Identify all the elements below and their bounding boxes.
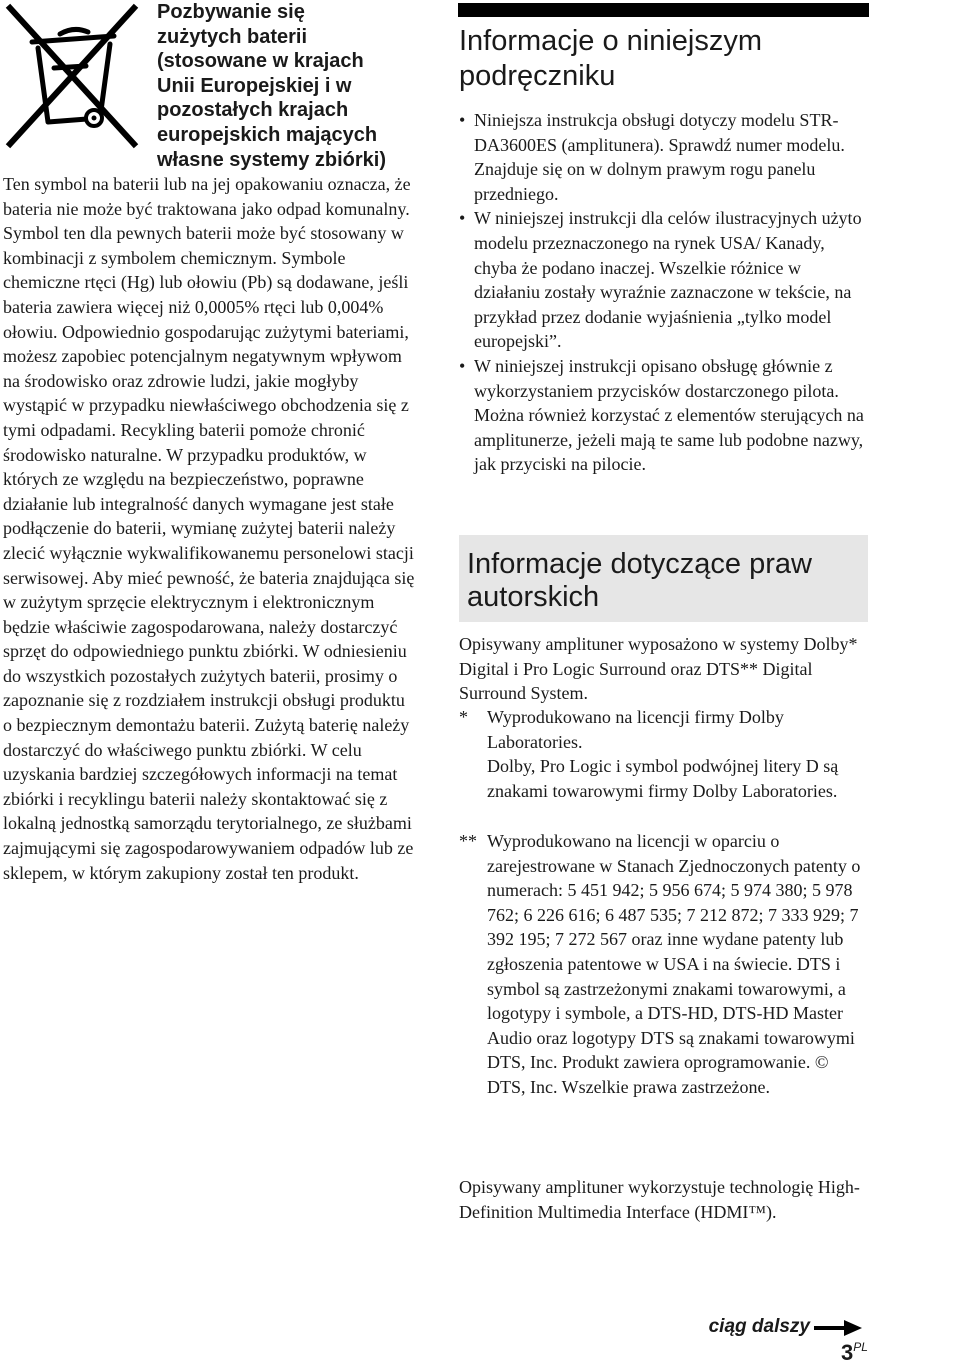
footnote-dolby — [459, 705, 869, 803]
hdmi-note: Opisywany amplituner wykorzystuje technologię High-Definition Multimedia Interface (HDMI™). — [459, 1177, 860, 1222]
heading-line: europejskich mających — [157, 123, 378, 146]
heading-line: Informacje o niniejszym — [459, 25, 762, 57]
body-paragraph: Ten symbol na baterii lub na jej opakowaniu oznacza, że bateria nie może być traktowana jako odpad komunalny. Symbol ten dla pewnych baterii może być stosowany w kombinacji z symbolem chemicznym. Symbole chemiczne rtęci (Hg) lub ołowiu (Pb) są dodawane, jeśli bateria zawiera więcej niż 0,0005% rtęci lub 0,004% ołowiu. Odpowiednio gospodarując zużytymi bateriami, możesz zapobiec potencjalnym negatywnym wpływom na środowisko oraz zdrowie ludzi, jakie mogłyby wystąpić w przypadku niewłaściwego obchodzenia się z tymi odpadami. Recykling baterii pomoże chronić środowisko naturalne. W przypadku produktów, w których ze względu na bezpieczeństwo, poprawne działanie lub integralność danych wymagane jest stałe podłączenie do baterii, wymianę zużytej baterii należy zlecić wyłącznie wykwalifikowanemu personelowi stacji serwisowej. Aby mieć pewność, że bateria znajdująca się w zużytym sprzęcie elektrycznym i elektronicznym będzie właściwie zagospodarowana, należy dostarczyć sprzęt do odpowiedniego punktu zbiórki. W odniesieniu do wszystkich pozostałych zużytych baterii, prosimy o zapoznanie się z rozdziałem instrukcji obsługi produktu o bezpiecznym demontażu baterii. Zużytą baterię należy dostarczyć do właściwego punktu zbiórki. W celu uzyskania bardziej szczegółowych informacji na temat zbiórki i recyklingu baterii należy skontaktować się z lokalną jednostką samorządu terytorialnego, ze służbami zajmującymi się zagospodarowywaniem odpadów lub ze sklepem, w którym zakupiony został ten produkt. — [3, 174, 415, 883]
list-item-text: Niniejsza instrukcja obsługi dotyczy modelu STR-DA3600ES (amplitunera). Sprawdź numer modelu. Znajduje się on w dolnym prawym rogu panelu przedniego. — [474, 110, 845, 204]
crossed-out-wheelie-bin-icon — [2, 2, 142, 150]
footnote-text: Wyprodukowano na licencji w oparciu o zarejestrowane w Stanach Zjednoczonych patenty o numerach: 5 451 942; 5 956 674; 5 974 380; 5 978 762; 6 226 616; 6 487 535; 7 212 872; 7 333 929; 7 392 195; 7 272 567 oraz inne wydane patenty lub zgłoszenia patentowe w USA i na świecie. DTS i symbol są zastrzeżonymi znakami towarowymi, a logotypy i symbole, a DTS-HD, DTS-HD Master Audio oraz logotypy DTS są znakami towarowymi DTS, Inc. Produkt zawiera oprogramowanie. © DTS, Inc. Wszelkie prawa zastrzeżone. — [487, 831, 861, 1097]
battery-disposal-body — [3, 172, 415, 885]
bullet-icon: • — [459, 110, 466, 130]
bullet-icon: • — [459, 208, 466, 229]
list-item-text: W niniejszej instrukcji opisano obsługę głównie z wykorzystaniem przycisków dostarczonego pilota. Można również korzystać z elementów sterujących na amplitunerze, jeżeli mają te same lub podobne nazwy, jak przyciski na pilocie. — [474, 355, 864, 475]
continued-label: ciąg dalszy — [708, 1316, 810, 1337]
footnote-text: Wyprodukowano na licencji firmy Dolby Laboratories. — [487, 707, 784, 752]
battery-disposal-heading — [157, 0, 417, 172]
page-number-value: 3 — [841, 1340, 854, 1365]
copyright-heading — [467, 548, 862, 614]
heading-line: Pozbywanie się — [157, 1, 305, 23]
heading-line: pozostałych krajach — [157, 99, 349, 122]
list-item — [459, 108, 869, 206]
heading-line: (stosowane w krajach — [157, 50, 364, 73]
section-top-rule — [458, 3, 869, 17]
footnote-mark: ** — [459, 831, 477, 851]
list-item-text: W niniejszej instrukcji dla celów ilustracyjnych użyto modelu przeznaczonego na rynek USA/ Kanady, chyba że podano inaczej. Wszelkie różnice w działaniu zostały wyraźnie zaznaczone w tekście, na przykład przez dodanie wyjaśnienia „tylko model europejski”. — [474, 208, 862, 352]
heading-line: zużytych baterii — [157, 25, 308, 48]
footnote-mark: * — [459, 707, 468, 727]
continued-arrow-icon — [814, 1318, 862, 1338]
heading-line: Unii Europejskiej i w — [157, 74, 352, 97]
footnote-dts — [459, 829, 869, 1100]
page-language-suffix: PL — [853, 1340, 868, 1354]
heading-line: autorskich — [467, 581, 600, 613]
manual-info-heading — [459, 24, 869, 94]
list-item — [459, 206, 869, 354]
heading-line: Informacje dotyczące praw — [467, 548, 812, 580]
manual-info-list — [459, 108, 869, 477]
page-number — [841, 1340, 868, 1366]
heading-line: własne systemy zbiórki) — [157, 148, 386, 171]
footnote-text: Dolby, Pro Logic i symbol podwójnej litery D są znakami towarowymi firmy Dolby Laboratories. — [487, 756, 839, 801]
list-item — [459, 354, 869, 477]
bullet-icon: • — [459, 355, 466, 376]
copyright-intro: Opisywany amplituner wyposażono w systemy Dolby* Digital i Pro Logic Surround oraz DTS** Digital Surround System. — [459, 634, 858, 704]
heading-line: podręczniku — [459, 60, 616, 92]
